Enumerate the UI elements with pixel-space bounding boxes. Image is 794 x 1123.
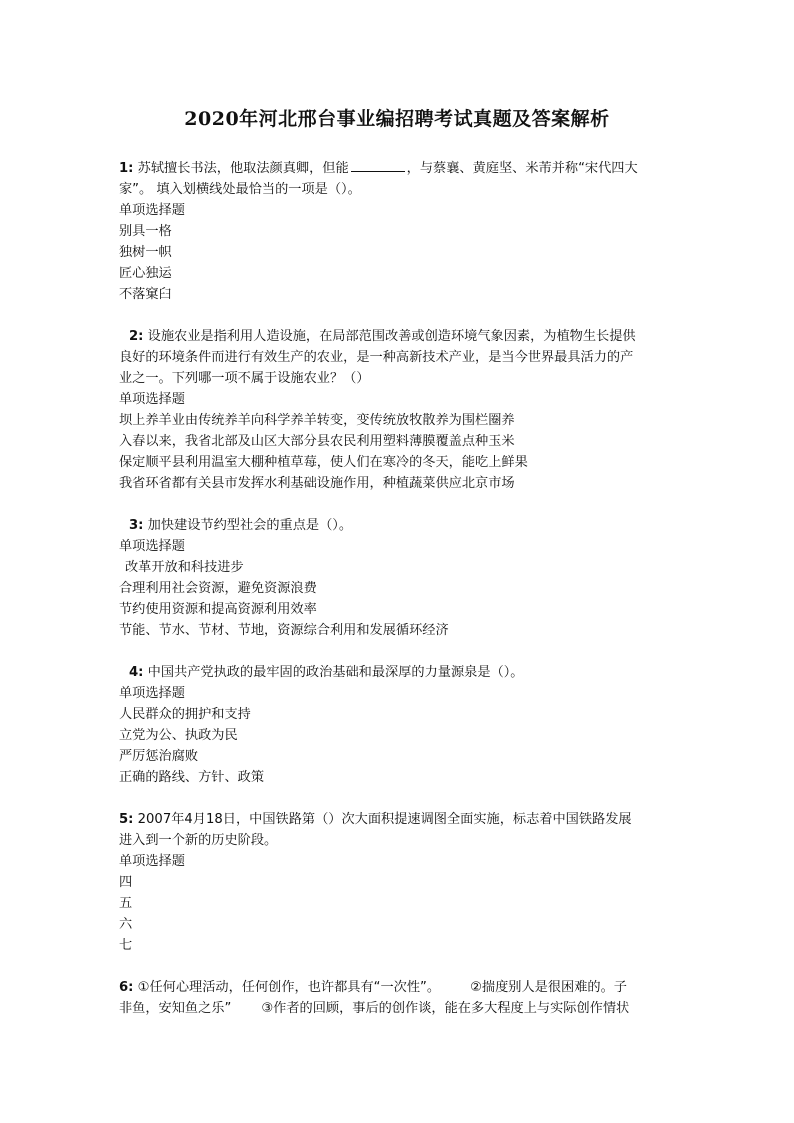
questions-container (119, 158, 679, 1019)
question-stem: 4: 中国共产党执政的最牢固的政治基础和最深厚的力量源泉是（）。 (129, 665, 524, 680)
question-5 (119, 809, 679, 956)
question-type: 单项选择题 (119, 854, 185, 869)
option: 不落窠臼 (119, 287, 172, 302)
option: 节约使用资源和提高资源利用效率 (119, 602, 317, 617)
question-stem: 6: ①任何心理活动，任何创作，也许都具有“一次性”。 ②揣度别人是很困难的。子 (119, 980, 627, 995)
question-number: 3: (129, 518, 144, 533)
option: 人民群众的拥护和支持 (119, 707, 251, 722)
question-3 (119, 515, 679, 641)
fill-blank-line (351, 159, 405, 172)
option: 五 (119, 896, 133, 911)
option: 正确的路线、方针、政策 (119, 770, 265, 785)
option: 四 (119, 875, 133, 890)
option: 节能、节水、节材、节地，资源综合利用和发展循环经济 (119, 623, 449, 638)
option: 立党为公、执政为民 (119, 728, 238, 743)
option: 匠心独运 (119, 266, 172, 281)
question-1 (119, 158, 679, 305)
question-stem: 5: 2007年4月18日，中国铁路第（）次大面积提速调图全面实施，标志着中国铁路发展 (119, 812, 632, 827)
question-stem-line: 非鱼，安知鱼之乐” ③作者的回顾，事后的创作谈，能在多大程度上与实际创作情状 (119, 1001, 630, 1016)
page-title: 2020年河北邢台事业编招聘考试真题及答案解析 (184, 108, 610, 130)
option: 七 (119, 938, 133, 953)
question-number: 4: (129, 665, 144, 680)
question-type: 单项选择题 (119, 392, 185, 407)
option: 改革开放和科技进步 (125, 560, 244, 575)
question-stem: 2: 设施农业是指利用人造设施，在局部范围改善或创造环境气象因素，为植物生长提供 (129, 329, 636, 344)
question-6 (119, 977, 679, 1019)
question-stem-line: 业之一。下列哪一项不属于设施农业？（） (119, 371, 370, 386)
question-2 (119, 326, 679, 494)
question-stem-line: 良好的环境条件而进行有效生产的农业，是一种高新技术产业，是当今世界最具活力的产 (119, 350, 634, 365)
option: 六 (119, 917, 133, 932)
question-number: 1: (119, 161, 134, 176)
question-number: 5: (119, 812, 134, 827)
question-4 (119, 662, 679, 788)
question-type: 单项选择题 (119, 203, 185, 218)
question-number: 2: (129, 329, 144, 344)
question-number: 6: (119, 980, 134, 995)
question-stem: 1: 苏轼擅长书法，他取法颜真卿，但能 ，与蔡襄、黄庭坚、米芾并称“宋代四大 (119, 161, 638, 176)
question-type: 单项选择题 (119, 539, 185, 554)
option: 独树一帜 (119, 245, 172, 260)
option: 保定顺平县利用温室大棚种植草莓，使人们在寒冷的冬天，能吃上鲜果 (119, 455, 528, 470)
option: 合理利用社会资源，避免资源浪费 (119, 581, 317, 596)
option: 我省环省都有关县市发挥水利基础设施作用，种植蔬菜供应北京市场 (119, 476, 515, 491)
question-stem-line: 家”。 填入划横线处最恰当的一项是（）。 (119, 182, 361, 197)
option: 坝上养羊业由传统养羊向科学养羊转变，变传统放牧散养为围栏圈养 (119, 413, 515, 428)
option: 严厉惩治腐败 (119, 749, 199, 764)
question-stem-line: 进入到一个新的历史阶段。 (119, 833, 278, 848)
question-stem: 3: 加快建设节约型社会的重点是（）。 (129, 518, 353, 533)
option: 入春以来，我省北部及山区大部分县农民利用塑料薄膜覆盖点种玉米 (119, 434, 515, 449)
question-type: 单项选择题 (119, 686, 185, 701)
option: 别具一格 (119, 224, 172, 239)
